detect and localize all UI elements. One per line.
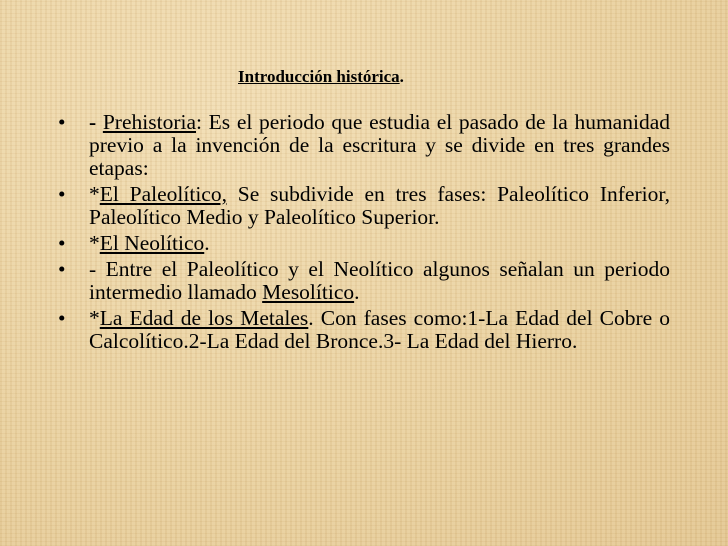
bullet-item-prehistoria: [58, 111, 670, 180]
mesolitico-link[interactable]: Mesolítico: [262, 280, 355, 304]
slide-title-period: .: [399, 67, 404, 86]
bullet-dot: •: [58, 257, 66, 281]
neolitico-link[interactable]: El Neolítico: [99, 231, 205, 255]
bullet-text: - Entre el Paleolítico y el Neolítico algunos señalan un periodo intermedio llamado: [89, 257, 670, 304]
bullet-asterisk: *: [89, 306, 100, 330]
bullet-text: : Es el periodo que estudia el pasado de la humanidad previo a la invención de la escritura y se divide en tres grandes etapas:: [89, 110, 670, 180]
bullet-dot: •: [58, 231, 66, 255]
bullet-asterisk: *: [89, 231, 100, 255]
bullet-asterisk: *: [89, 182, 100, 206]
bullet-list: [58, 111, 670, 356]
bullet-item-paleolitico: [58, 183, 670, 229]
edad-metales-link[interactable]: La Edad de los Metales: [99, 306, 309, 330]
bullet-period: .: [354, 280, 360, 304]
bullet-dash: -: [89, 110, 103, 134]
bullet-text: . Con fases como:1-La Edad del Cobre o Calcolítico.2-La Edad del Bronce.3- La Edad del Hierro.: [89, 306, 670, 353]
slide-title: [238, 67, 404, 87]
bullet-text: Se subdivide en tres fases: Paleolítico Inferior, Paleolítico Medio y Paleolítico Superior.: [89, 182, 671, 229]
bullet-dot: •: [58, 110, 66, 134]
slide-title-text: Introducción histórica: [238, 67, 400, 86]
bullet-dot: •: [58, 182, 66, 206]
bullet-dot: •: [58, 306, 66, 330]
prehistoria-link[interactable]: Prehistoria: [102, 110, 196, 134]
paleolitico-link[interactable]: El Paleolítico,: [99, 182, 227, 206]
bullet-text: .: [204, 231, 210, 255]
bullet-item-edad-metales: [58, 307, 670, 353]
bullet-item-mesolitico: [58, 258, 670, 304]
bullet-item-neolitico: [58, 232, 670, 255]
